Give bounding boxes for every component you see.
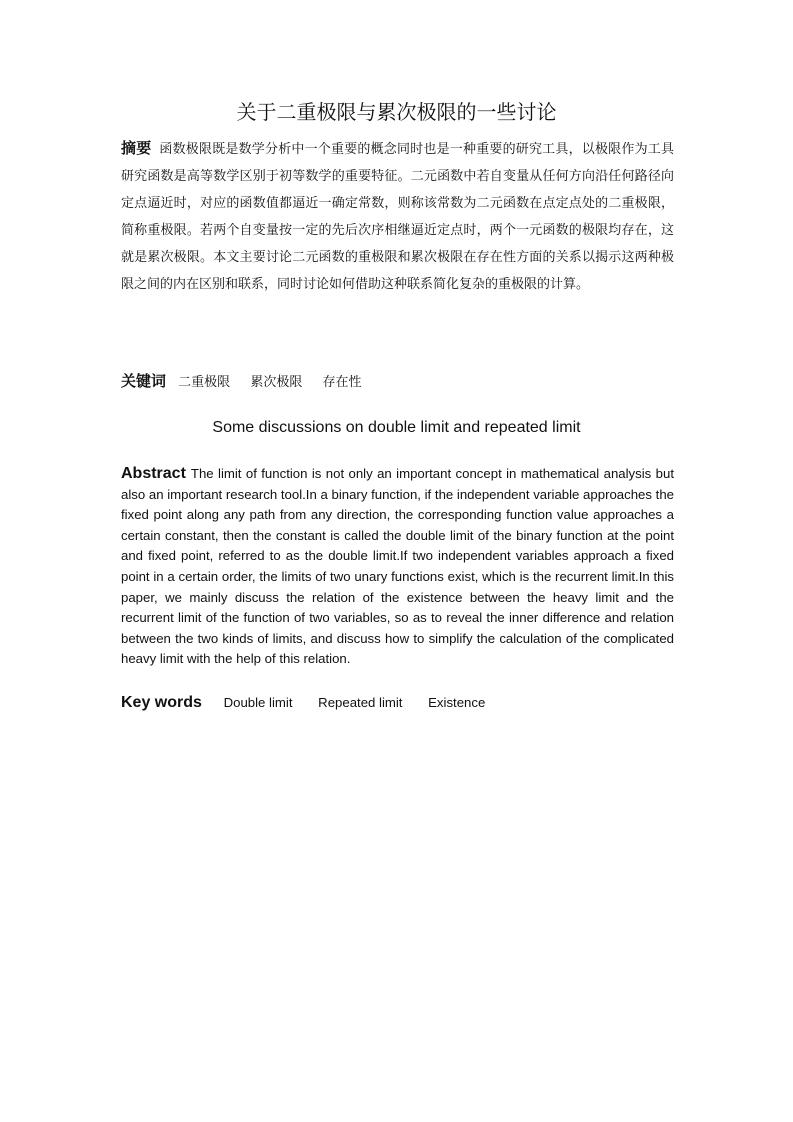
english-abstract-label: Abstract: [121, 465, 186, 482]
chinese-keyword: 二重极限: [178, 375, 231, 390]
chinese-abstract-label: 摘要: [121, 139, 152, 157]
english-keyword: Existence: [428, 695, 486, 710]
chinese-keyword: 累次极限: [250, 375, 303, 390]
english-keywords: [121, 692, 674, 714]
chinese-abstract-text: 函数极限既是数学分析中一个重要的概念同时也是一种重要的研究工具，以极限作为工具研究函数是高等数学区别于初等数学的重要特征。二元函数中若自变量从任何方向沿任何路径向定点逼近时，对应的函数值都逼近一确定常数，则称该常数为二元函数在点定点处的二重极限，简称重极限。若两个自变量按一定的先后次序相继逼近定点时，两个一元函数的极限均存在，这就是累次极限。本文主要讨论二元函数的重极限和累次极限在存在性方面的关系以揭示这两种极限之间的内在区别和联系，同时讨论如何借助这种联系简化复杂的重极限的计算。: [121, 142, 674, 292]
english-keywords-label: Key words: [121, 694, 202, 711]
chinese-keyword: 存在性: [322, 375, 362, 390]
english-keyword: Double limit: [223, 695, 293, 710]
chinese-title: 关于二重极限与累次极限的一些讨论: [236, 100, 557, 124]
chinese-keywords-label: 关键词: [121, 372, 167, 390]
english-title: Some discussions on double limit and repeated limit: [212, 419, 581, 436]
chinese-keywords: [121, 370, 674, 394]
english-abstract-text: The limit of function is not only an important concept in mathematical analysis but also an important research tool.In a binary function, if the independent variable approaches the fixed point along any path from any direction, the corresponding function value approaches a certain constant, then the constant is called the double limit of the binary function at the point and fixed point, referred to as the double limit.If two independent variables approach a fixed point in a certain order, the limits of two unary functions exist, which is the recurrent limit.In this paper, we mainly discuss the relation of the existence between the heavy limit and the recurrent limit of the function of two variables, so as to reveal the inner difference and relation between the two kinds of limits, and discuss how to simplify the calculation of the complicated heavy limit with the help of this relation.: [121, 466, 674, 667]
chinese-abstract: [121, 135, 674, 298]
english-keyword: Repeated limit: [318, 695, 403, 710]
english-abstract: [121, 464, 674, 670]
